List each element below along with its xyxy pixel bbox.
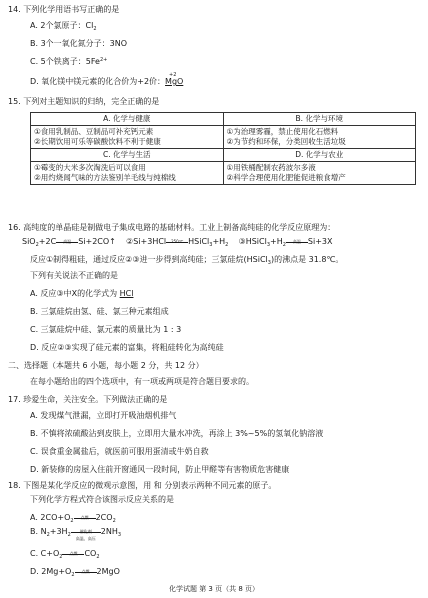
q14-option-b: B. 3个一氧化氮分子：3NO [30,39,128,48]
table-cell-a: ①食用乳制品、豆制品可补充钙元素 ②长期饮用可乐等碳酸饮料不利于健康 [31,126,224,149]
q15-stem: 15. 下列对主题知识的归纳，完全正确的是 [8,97,160,106]
reaction-arrow-icon: 高温 [286,238,308,246]
q16-option-b: B. 三氯硅烷由氢、硅、氯三种元素组成 [30,307,169,316]
reaction-arrow-icon: 催化剂 高温、高压 [71,528,101,536]
table-cell-c: ①霉变的大米多次淘洗后可以食用 ②用灼烧闻气味的方法鉴别羊毛线与纯棉线 [31,162,224,185]
q16-option-a: A. 反应③中X的化学式为 HCl [30,289,134,298]
equation-2: ②Si+3HCl 250℃ $HSiCl_3+H_2$ [126,237,229,248]
q15-knowledge-table [30,112,416,185]
q18-option-b: B. $N_2+3H_2$ 催化剂 高温、高压 $2NH_3$ [30,527,122,541]
page-footer: 化学试题 第 3 页（共 8 页） [168,585,260,593]
q17-option-a: A. 发现煤气泄漏，立即打开吸油烟机排气 [30,411,177,420]
equation-3: $③HSiCl_3+H_2$ 高温 Si+3X [238,237,333,248]
q18-option-c: C. $C+O_2$ 点燃 $CO_2$ [30,549,100,560]
table-head-d: D. 化学与农业 [223,149,416,162]
table-head-a: A. 化学与健康 [31,113,224,126]
q18-stem: 18. 下图是某化学反应的微观示意图，用 和 分别表示两种不同元素的原子。 [8,481,277,490]
q17-option-d: D. 新装修的房屋入住前开窗通风一段时间，防止甲醛等有害物质危害健康 [30,465,290,474]
q16-line3: 下列有关说法不正确的是 [30,271,118,280]
q18-option-a: A. $2CO+O_2$ 点燃 $2CO_2$ [30,513,116,524]
reaction-arrow-icon: 点燃 [75,568,97,576]
q16-stem: 16. 高纯度的单晶硅是制做电子集成电路的基础材料。工业上制备高纯硅的化学反应原理为： [8,223,336,232]
q16-option-d: D. 反应②③实现了硅元素的富集，将粗硅转化为高纯硅 [30,343,224,352]
reaction-arrow-icon: 250℃ [166,238,188,246]
table-head-b: B. 化学与环境 [223,113,416,126]
q17-stem: 17. 珍爱生命，关注安全。下列做法正确的是 [8,395,168,404]
q17-option-c: C. 误食重金属盐后，就医前可服用蛋清或牛奶自救 [30,447,209,456]
q14-option-c: C. 5个铁离子：$5Fe^{2+}$ [30,57,108,66]
q16-option-c: C. 三氯硅烷中硅、氯元素的质量比为 1 : 3 [30,325,182,334]
q14-option-d: D. 氧化镁中镁元素的化合价为+2价： +2 MgO [30,72,184,86]
q18-line2: 下列化学方程式符合该图示反应关系的是 [30,495,174,504]
q14-option-a: A. 2个氯原子：$Cl_2$ [30,21,97,32]
reaction-arrow-icon: 点燃 [62,550,84,558]
q16-line2: 反应①制得粗硅，通过反应②③进一步得到高纯硅；三氯硅烷(HSiCl$_3$)的沸点是 31.8℃。 [30,255,344,266]
table-cell-d: ①用铁桶配制农药波尔多液 ②科学合理使用化肥能促进粮食增产 [223,162,416,185]
reaction-arrow-icon: 高温 [56,238,78,246]
section2-desc: 在每小题给出的四个选项中，有一项或两项是符合题目要求的。 [30,377,254,386]
equation-1: SiO$_2$+2C 高温 Si+2CO↑ [22,237,116,248]
reaction-arrow-icon: 点燃 [74,514,96,522]
q16-equations [22,236,333,249]
q17-option-b: B. 不慎将浓硫酸沾到皮肤上，立即用大量水冲洗，再涂上 3%~5%的氢氧化钠溶液 [30,429,324,438]
q18-option-d: D. $2Mg+O_2$ 点燃 2MgO [30,567,120,578]
section2-title: 二、选择题（本题共 6 小题，每小题 2 分，共 12 分） [8,361,204,370]
table-cell-b: ①为治理雾霾，禁止使用化石燃料 ②为节约和环保，分类回收生活垃圾 [223,126,416,149]
q14-stem: 14. 下列化学用语书写正确的是 [8,5,120,14]
table-head-c: C. 化学与生活 [31,149,224,162]
